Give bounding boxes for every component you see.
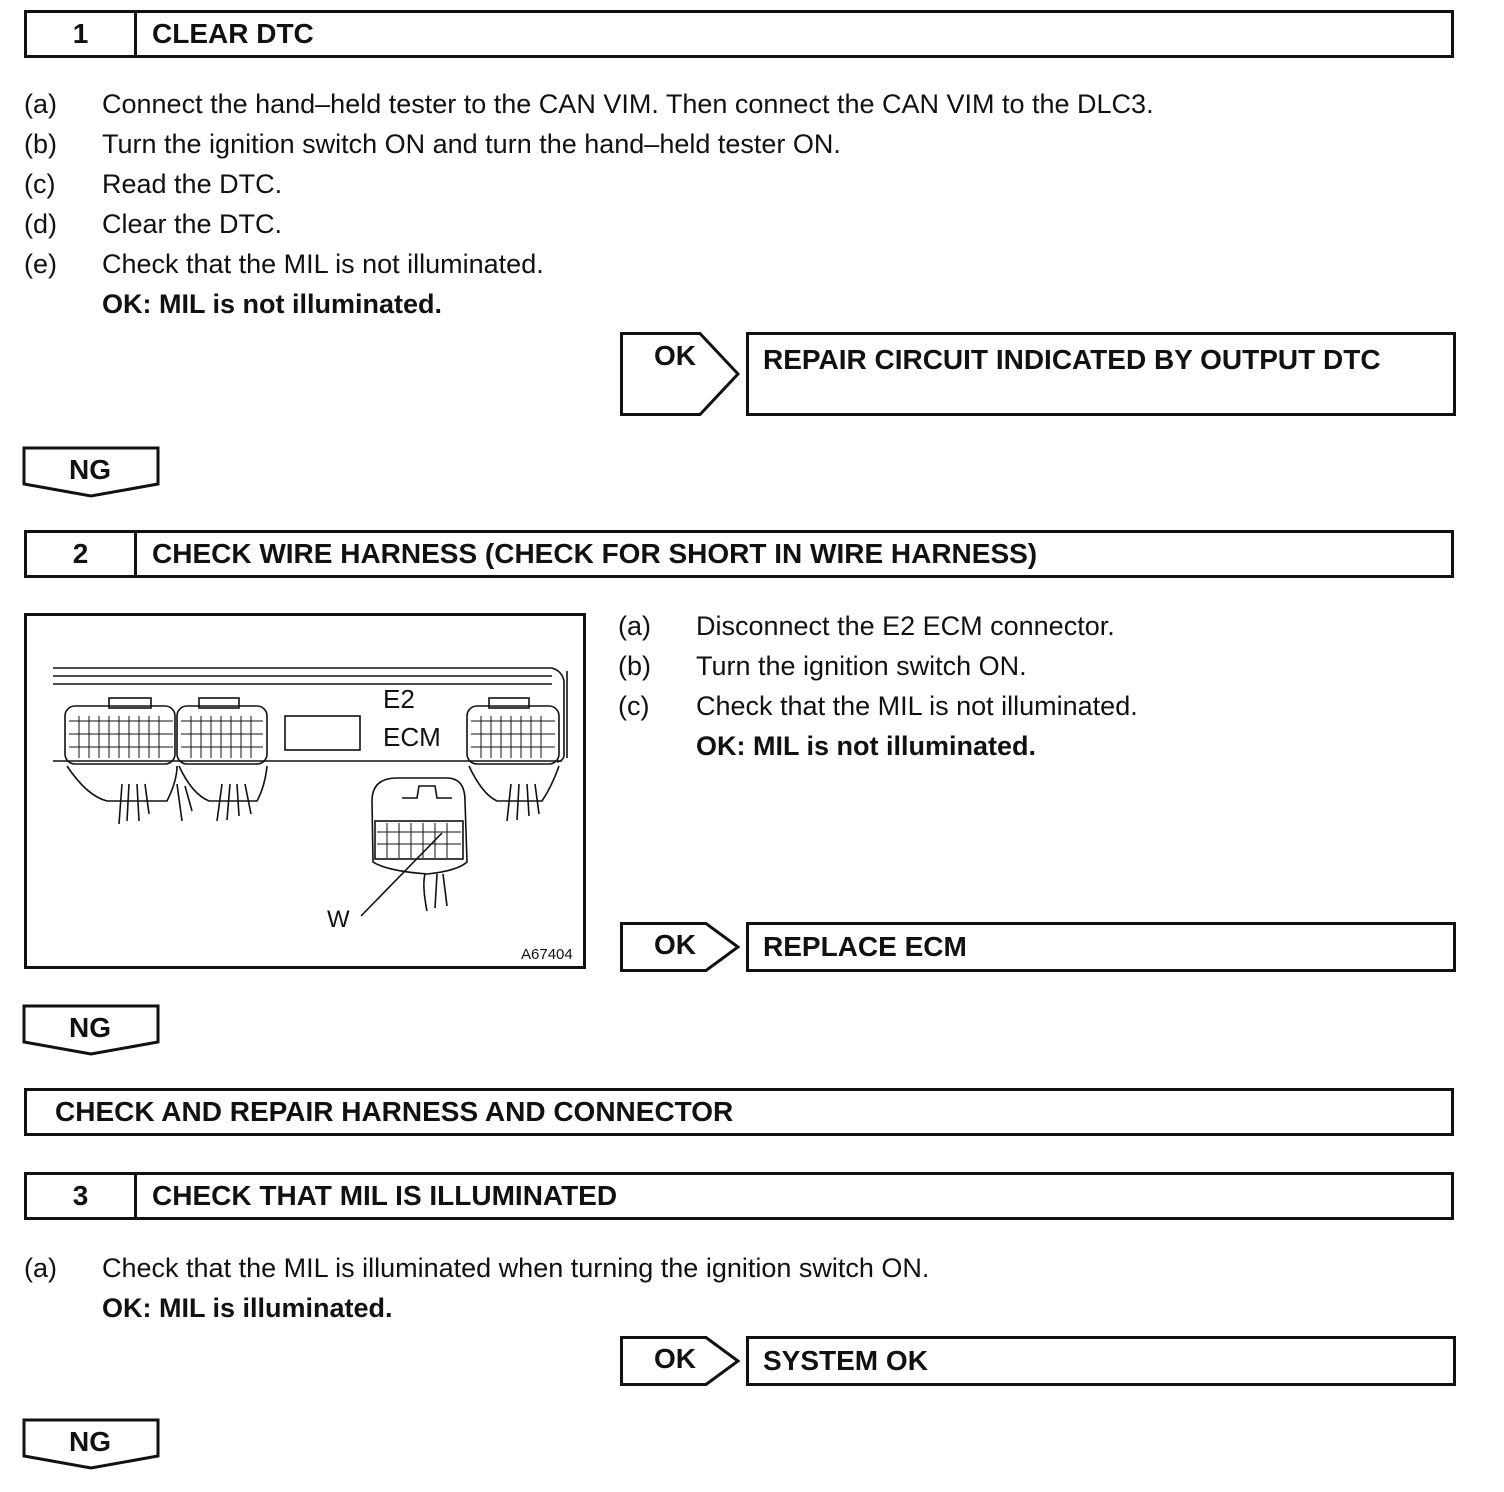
ng-result-box: CHECK AND REPAIR HARNESS AND CONNECTOR	[24, 1088, 1454, 1136]
step-1-header	[24, 10, 1454, 58]
ecm-connector-diagram	[27, 616, 583, 966]
step-2-header	[24, 530, 1454, 578]
step-title: CHECK WIRE HARNESS (CHECK FOR SHORT IN WIRE HARNESS)	[152, 538, 1038, 569]
ecm-connector-figure	[24, 613, 586, 969]
figure-label-ecm: ECM	[383, 722, 441, 752]
ok-label: OK	[654, 340, 696, 371]
step-title: CLEAR DTC	[152, 18, 314, 49]
ok-label: OK	[654, 1343, 696, 1374]
step-number: 1	[27, 13, 137, 55]
step-title: CHECK THAT MIL IS ILLUMINATED	[152, 1180, 618, 1211]
step-number: 3	[27, 1175, 137, 1217]
figure-label-e2: E2	[383, 684, 415, 714]
ok-result-box: REPLACE ECM	[746, 922, 1456, 972]
step-3-header	[24, 1172, 1454, 1220]
ok-label: OK	[654, 929, 696, 960]
ng-label: NG	[69, 454, 111, 485]
ok-result-box: REPAIR CIRCUIT INDICATED BY OUTPUT DTC	[746, 332, 1456, 416]
ng-label: NG	[69, 1012, 111, 1043]
step-number: 2	[27, 533, 137, 575]
ok-result-box: SYSTEM OK	[746, 1336, 1456, 1386]
figure-code: A67404	[521, 946, 573, 963]
figure-label-w: W	[327, 906, 350, 933]
ng-label: NG	[69, 1426, 111, 1457]
